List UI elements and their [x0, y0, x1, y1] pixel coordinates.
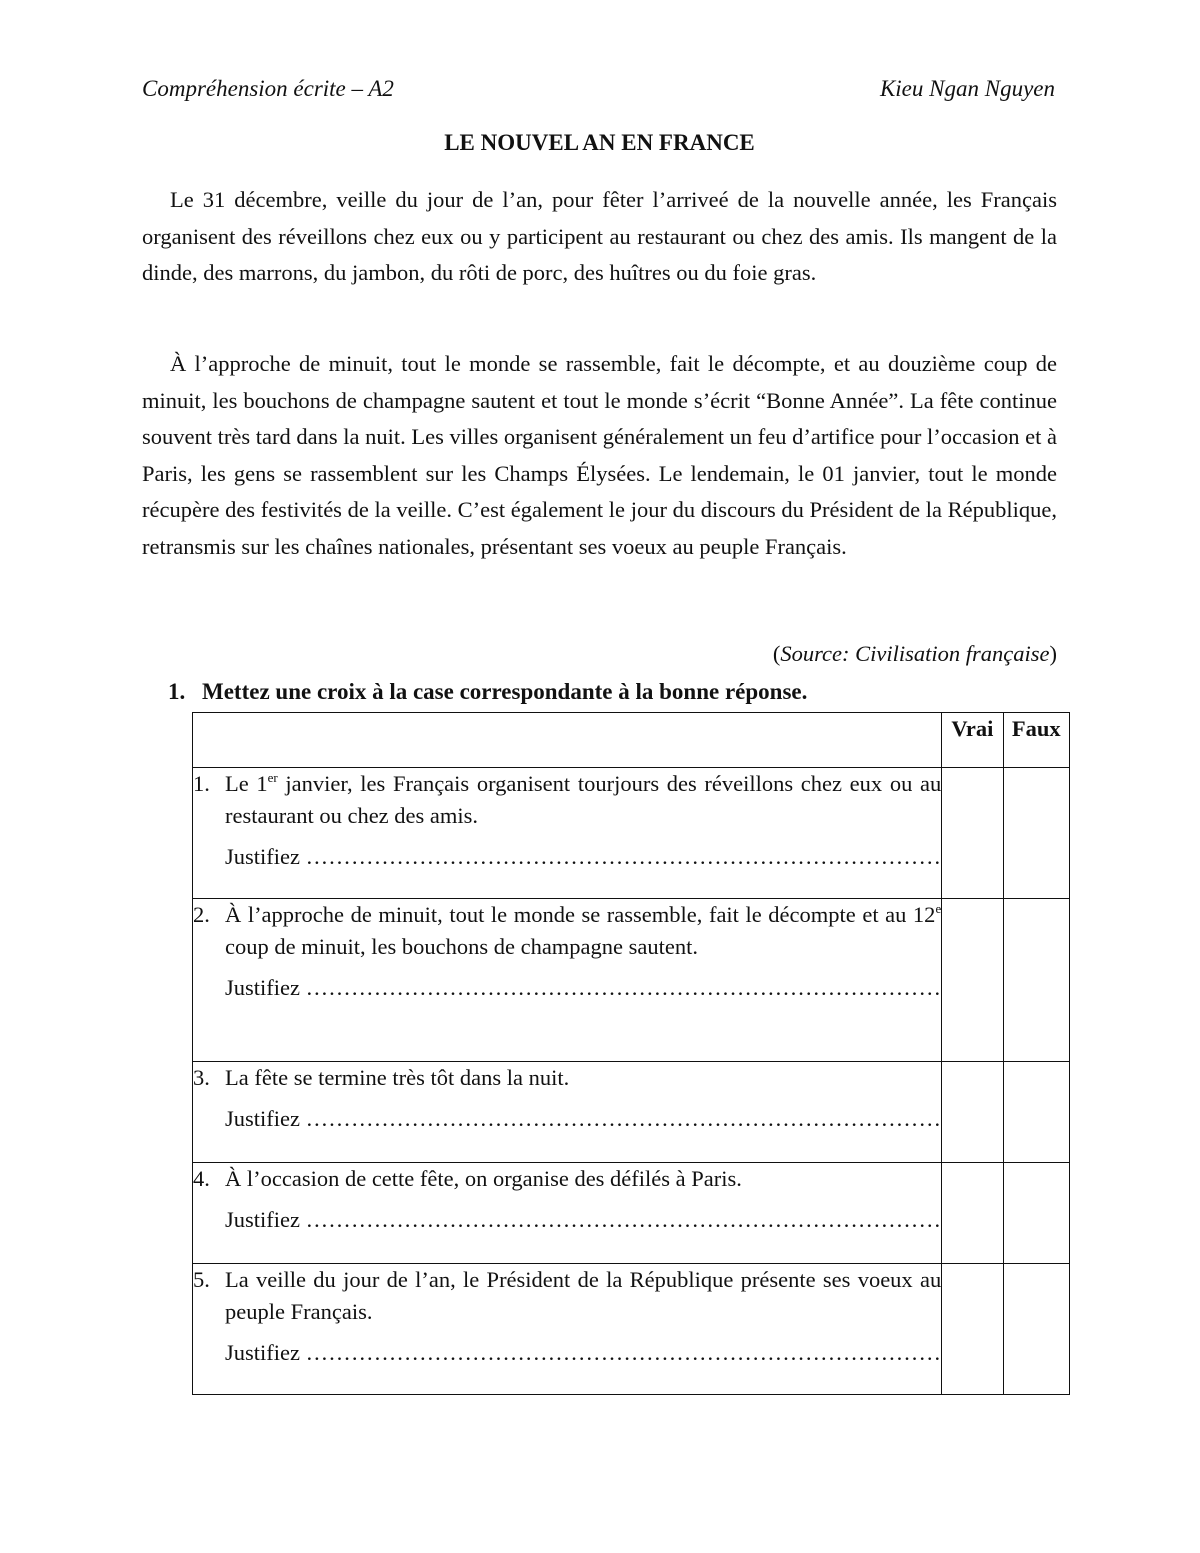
header-empty-cell	[193, 713, 942, 768]
justify-label: Justifiez	[225, 975, 300, 1000]
paragraph-1: Le 31 décembre, veille du jour de l’an, pour fêter l’arriveé de la nouvelle année, les Français organisent des réveillons chez eux ou y participent au restaurant ou chez des amis. Ils mangent de la dinde, des marrons, du jambon, du rôti de porc, des huîtres ou du foie gras.	[142, 187, 1057, 285]
source-close-paren: )	[1049, 641, 1057, 666]
vrai-checkbox-cell[interactable]	[942, 1264, 1003, 1395]
source-citation	[773, 638, 1057, 670]
vrai-checkbox-cell[interactable]	[942, 1062, 1003, 1163]
statement-text-part: À l’approche de minuit, tout le monde se rassemble, fait le décompte et au 12	[225, 902, 936, 927]
statement-text-part: La fête se termine très tôt dans la nuit.	[225, 1065, 570, 1090]
statement-text-part: La veille du jour de l’an, le Président de la République présente ses voeux au peuple Français.	[225, 1267, 942, 1324]
table-row	[193, 1264, 1070, 1395]
statement-superscript: er	[267, 770, 278, 785]
column-header-vrai	[942, 713, 1003, 768]
statement-text-part: coup de minuit, les bouchons de champagne sautent.	[225, 934, 699, 959]
document-title: LE NOUVEL AN EN FRANCE	[444, 130, 755, 155]
source-text: Source: Civilisation française	[780, 641, 1050, 666]
justify-answer-blank[interactable]: …………………………………………………………………………	[305, 1207, 942, 1232]
exercise-instruction	[168, 676, 1048, 708]
statement-text	[225, 768, 941, 832]
statement-text	[225, 1062, 941, 1094]
statement-cell	[193, 1163, 942, 1264]
justify-answer-blank[interactable]: …………………………………………………………………………	[305, 975, 942, 1000]
justify-label: Justifiez	[225, 1207, 300, 1232]
statement-text-part: À l’occasion de cette fête, on organise des défilés à Paris.	[225, 1166, 742, 1191]
vrai-checkbox-cell[interactable]	[942, 768, 1003, 899]
justify-line	[225, 1103, 941, 1135]
faux-checkbox-cell[interactable]	[1003, 1163, 1069, 1264]
statement-text-part: Le 1	[225, 771, 268, 796]
justify-answer-blank[interactable]: …………………………………………………………………………	[305, 1340, 942, 1365]
justify-answer-blank[interactable]: …………………………………………………………………………	[305, 844, 942, 869]
item-number: 3.	[193, 1065, 210, 1090]
faux-checkbox-cell[interactable]	[1003, 768, 1069, 899]
statement-cell	[193, 1264, 942, 1395]
statement-cell	[193, 768, 942, 899]
table-row	[193, 1163, 1070, 1264]
justify-line	[225, 1337, 941, 1369]
statement-superscript: e	[935, 901, 942, 916]
statement-text	[225, 1264, 941, 1328]
table-row	[193, 1062, 1070, 1163]
statement-text	[225, 1163, 941, 1195]
table-row	[193, 768, 1070, 899]
justify-answer-blank[interactable]: …………………………………………………………………………	[305, 1106, 942, 1131]
item-number: 2.	[193, 902, 210, 927]
source-open-paren: (	[772, 641, 781, 666]
true-false-table	[192, 712, 1070, 1395]
item-number: 1.	[193, 771, 210, 796]
vrai-checkbox-cell[interactable]	[942, 1163, 1003, 1264]
header-author: Kieu Ngan Nguyen	[879, 76, 1055, 101]
item-number: 4.	[193, 1166, 210, 1191]
exercise-instruction-text: Mettez une croix à la case correspondante à la bonne réponse.	[202, 679, 808, 704]
exercise-number: 1.	[168, 679, 186, 704]
statement-text	[225, 899, 941, 963]
faux-checkbox-cell[interactable]	[1003, 1062, 1069, 1163]
justify-label: Justifiez	[225, 844, 300, 869]
table-header-row	[193, 713, 1070, 768]
faux-label: Faux	[1011, 716, 1061, 741]
justify-label: Justifiez	[225, 1106, 300, 1131]
justify-line	[225, 972, 941, 1004]
header-subject: Compréhension écrite – A2	[142, 76, 394, 101]
statement-text-part: janvier, les Français organisent tourjours des réveillons chez eux ou au restaurant ou chez des amis.	[225, 771, 942, 828]
justify-line	[225, 1204, 941, 1236]
paragraph-2: À l’approche de minuit, tout le monde se rassemble, fait le décompte, et au douzième coup de minuit, les bouchons de champagne sautent et tout le monde s’écrit “Bonne Année”. La fête continue souvent très tard dans la nuit. Les villes organisent généralement un feu d’artifice pour l’occasion et à Paris, les gens se rassemblent sur les Champs Élysées. Le lendemain, le 01 janvier, tout le monde récupère des festivités de la veille. C’est également le jour du discours du Président de la République, retransmis sur les chaînes nationales, présentant ses voeux au peuple Français.	[142, 351, 1057, 559]
table-row	[193, 899, 1070, 1062]
justify-label: Justifiez	[225, 1340, 300, 1365]
faux-checkbox-cell[interactable]	[1003, 1264, 1069, 1395]
faux-checkbox-cell[interactable]	[1003, 899, 1069, 1062]
item-number: 5.	[193, 1267, 210, 1292]
statement-cell	[193, 1062, 942, 1163]
column-header-faux	[1003, 713, 1069, 768]
justify-line	[225, 841, 941, 873]
vrai-checkbox-cell[interactable]	[942, 899, 1003, 1062]
vrai-label: Vrai	[951, 716, 994, 741]
statement-cell	[193, 899, 942, 1062]
